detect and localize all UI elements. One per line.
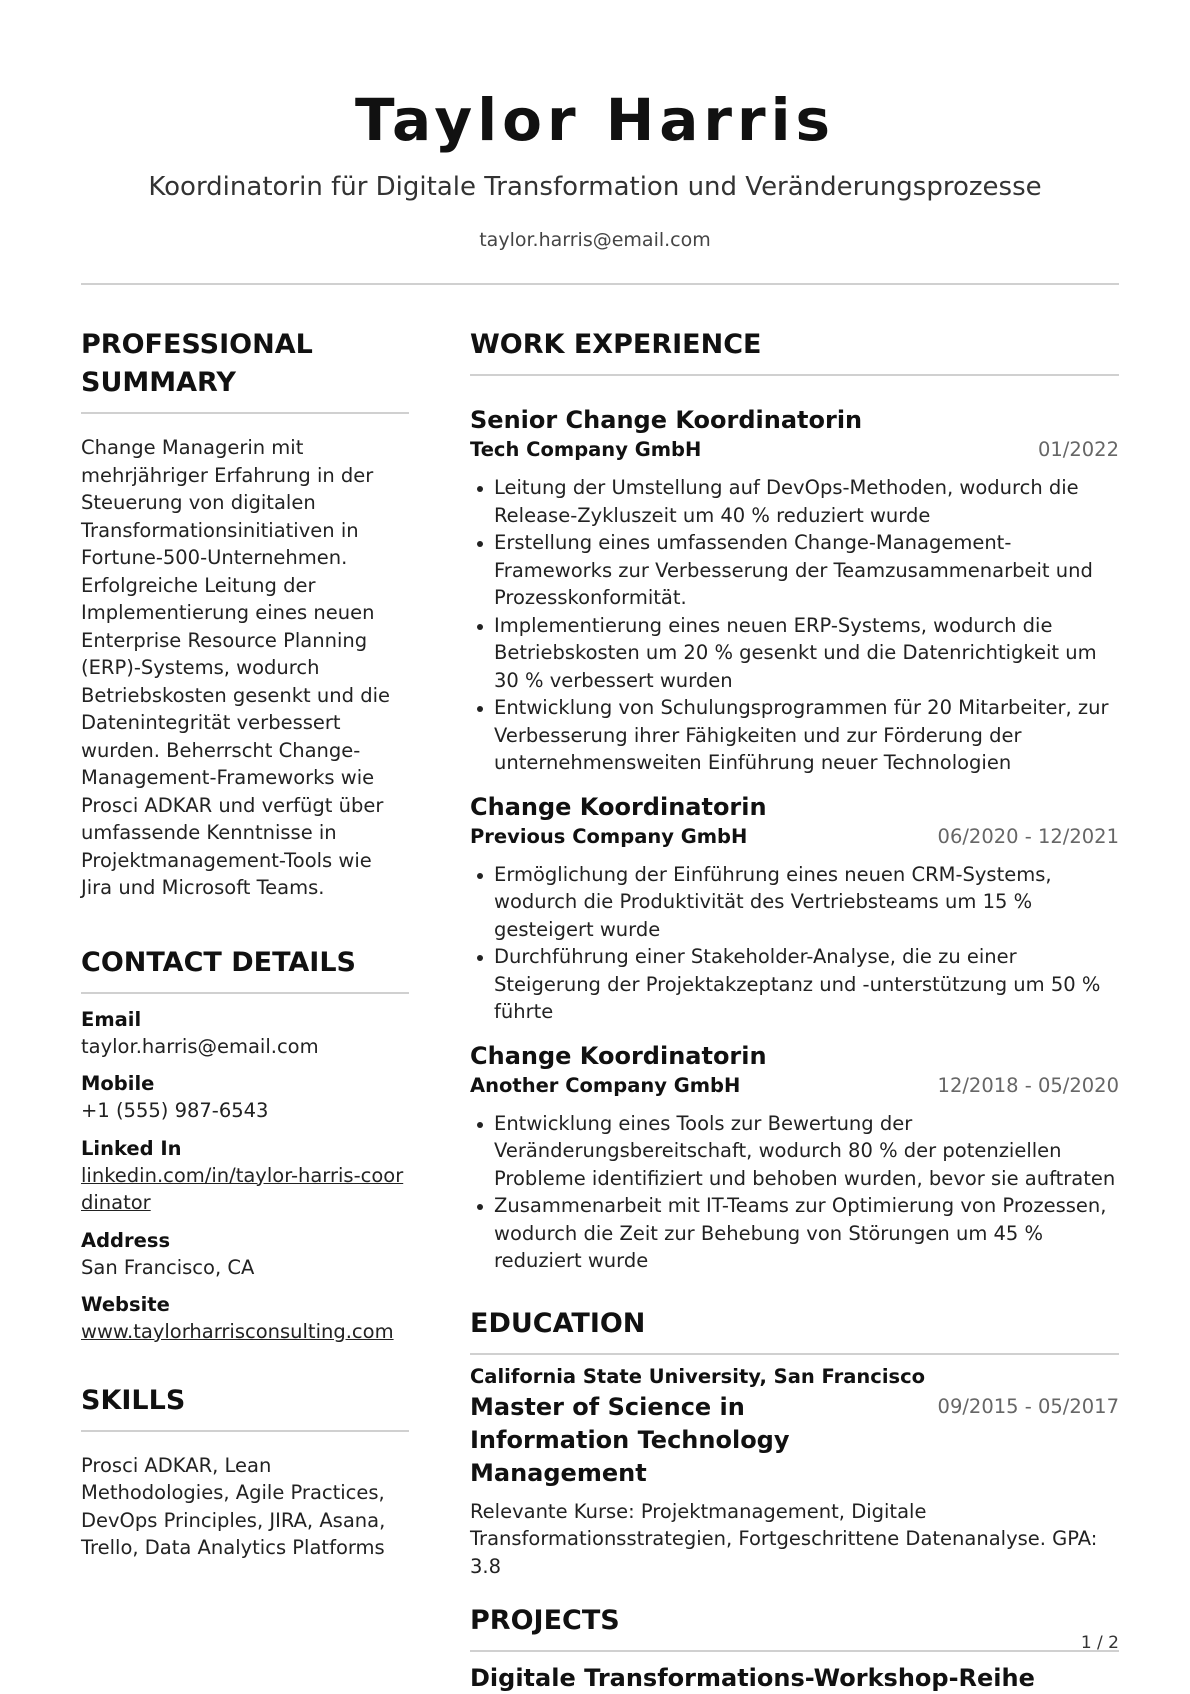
page-number: 1 / 2 <box>1080 1633 1119 1653</box>
projects-heading: PROJECTS <box>470 1605 620 1636</box>
job-bullets <box>470 1110 1119 1275</box>
contact-section <box>81 944 409 1346</box>
education-date: 09/2015 - 05/2017 <box>937 1394 1119 1418</box>
contact-heading: CONTACT DETAILS <box>81 946 356 978</box>
job-bullets <box>470 474 1119 777</box>
candidate-name: Taylor Harris <box>354 86 836 154</box>
contact-label-address: Address <box>81 1228 171 1252</box>
job-title: Change Koordinatorin <box>470 792 767 821</box>
contact-email[interactable]: taylor.harris@email.com <box>81 1034 319 1058</box>
section-divider <box>470 1650 1119 1652</box>
list-item: Entwicklung eines Tools zur Bewertung der Veränderungsbereitschaft, wodurch 80 % der potenziellen Probleme identifiziert und behoben wurden, bevor sie auftraten <box>494 1110 1119 1193</box>
linkedin-link[interactable]: linkedin.com/in/taylor-harris-coordinator <box>81 1163 404 1214</box>
job-date: 01/2022 <box>1037 438 1119 461</box>
education-courses: Relevante Kurse: Projektmanagement, Digitale Transformationsstrategien, Fortgeschrittene Datenanalyse. GPA: 3.8 <box>470 1499 1098 1578</box>
job-date: 12/2018 - 05/2020 <box>937 1073 1119 1097</box>
summary-text: Change Managerin mit mehrjähriger Erfahrung in der Steuerung von digitalen Transformationsinitiativen in Fortune-500-Unternehmen. Erfolgreiche Leitung der Implementierung eines neuen Enterprise Resource Planning (ERP)-Systems, wodurch Betriebskosten gesenkt und die Datenintegrität verbessert wurden. Beherrscht Change-Management-Frameworks wie Prosci ADKAR und verfügt über umfassende Kenntnisse in Projektmanagement-Tools wie Jira und Microsoft Teams. <box>81 436 390 899</box>
contact-label-mobile: Mobile <box>81 1072 155 1095</box>
education-heading: EDUCATION <box>470 1307 646 1339</box>
skills-section <box>81 1382 409 1562</box>
contact-address: San Francisco, CA <box>81 1255 255 1279</box>
projects-section <box>470 1602 1119 1694</box>
job-entry <box>470 1040 1119 1275</box>
job-bullets <box>470 861 1119 1026</box>
degree-row <box>470 1391 1119 1490</box>
summary-heading: PROFESSIONAL SUMMARY <box>81 329 313 398</box>
job-entry <box>470 791 1119 1026</box>
degree-title: Master of Science in Information Technology Management <box>470 1392 790 1487</box>
company-name: Tech Company GmbH <box>470 438 702 461</box>
job-entry <box>470 404 1119 777</box>
experience-heading: WORK EXPERIENCE <box>470 329 762 360</box>
section-divider <box>470 1353 1119 1355</box>
contact-label-website: Website <box>81 1293 170 1316</box>
job-meta <box>470 436 1119 464</box>
right-column <box>470 326 1119 1694</box>
list-item: Entwicklung von Schulungsprogrammen für 20 Mitarbeiter, zur Verbesserung ihrer Fähigkeiten und zur Förderung der unternehmensweiten Einführung neuer Technologien <box>494 694 1119 777</box>
job-date: 06/2020 - 12/2021 <box>937 824 1119 848</box>
list-item: Implementierung eines neuen ERP-Systems, wodurch die Betriebskosten um 20 % gesenkt und die Datenrichtigkeit um 30 % verbessert wurden <box>494 612 1119 695</box>
section-divider <box>81 992 409 994</box>
job-title: Change Koordinatorin <box>470 1041 767 1070</box>
list-item: Leitung der Umstellung auf DevOps-Methoden, wodurch die Release-Zykluszeit um 40 % reduziert wurde <box>494 474 1119 529</box>
list-item: Erstellung eines umfassenden Change-Management-Frameworks zur Verbesserung der Teamzusammenarbeit und Prozesskonformität. <box>494 529 1119 612</box>
website-link[interactable]: www.taylorharrisconsulting.com <box>81 1320 394 1343</box>
contact-label-linkedin: Linked In <box>81 1136 182 1160</box>
header-email: taylor.harris@email.com <box>479 229 711 251</box>
section-divider <box>470 374 1119 376</box>
left-column <box>81 326 409 1562</box>
list-item: Durchführung einer Stakeholder-Analyse, die zu einer Steigerung der Projektakzeptanz und -unterstützung um 50 % führte <box>494 943 1119 1026</box>
project-title: Digitale Transformations-Workshop-Reihe <box>470 1664 1035 1692</box>
list-item: Zusammenarbeit mit IT-Teams zur Optimierung von Prozessen, wodurch die Zeit zur Behebung von Störungen um 45 % reduziert wurde <box>494 1192 1119 1275</box>
contact-list <box>81 1006 409 1346</box>
header-divider <box>81 283 1119 285</box>
list-item: Ermöglichung der Einführung eines neuen CRM-Systems, wodurch die Produktivität des Vertriebsteams um 15 % gesteigert wurde <box>494 861 1119 944</box>
company-name: Previous Company GmbH <box>470 824 748 848</box>
experience-section <box>470 326 1119 1275</box>
skills-heading: SKILLS <box>81 1384 186 1416</box>
education-section <box>470 1305 1119 1581</box>
contact-mobile: +1 (555) 987-6543 <box>81 1099 269 1122</box>
job-meta <box>470 823 1119 851</box>
contact-label-email: Email <box>81 1007 142 1031</box>
summary-section <box>81 326 409 902</box>
skills-text: Prosci ADKAR, Lean Methodologies, Agile Practices, DevOps Principles, JIRA, Asana, Trello, Data Analytics Platforms <box>81 1453 386 1559</box>
school-name: California State University, San Francisco <box>470 1364 926 1388</box>
job-meta <box>470 1072 1119 1100</box>
company-name: Another Company GmbH <box>470 1073 741 1097</box>
section-divider <box>81 412 409 414</box>
job-headline: Koordinatorin für Digitale Transformation und Veränderungsprozesse <box>148 172 1042 202</box>
section-divider <box>81 1430 409 1432</box>
job-title: Senior Change Koordinatorin <box>470 406 863 434</box>
